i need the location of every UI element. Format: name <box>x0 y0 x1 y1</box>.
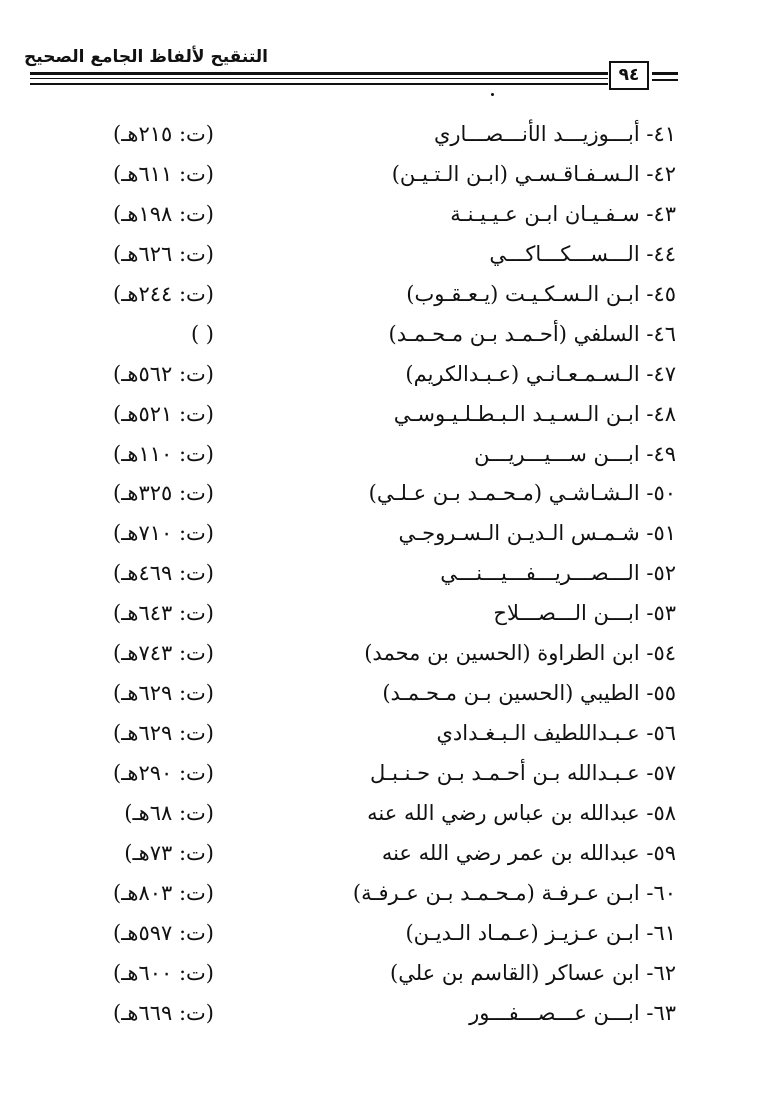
book-title: التنقيح لألفاظ الجامع الصحيح <box>24 47 268 67</box>
list-item <box>0 396 760 436</box>
list-item <box>0 755 760 795</box>
list-item <box>0 715 760 755</box>
entry-death-date: (ت: ٢١٥هـ) <box>113 122 214 146</box>
list-item <box>0 436 760 476</box>
entry-name: ٥٧- عـبـدالله بـن أحـمـد بـن حـنـبـل <box>370 761 676 785</box>
entry-name: ٥١- شـمـس الـديـن الـسـروجـي <box>398 521 676 546</box>
entry-death-date: (ت: ٧٣هـ) <box>124 840 214 865</box>
list-item <box>0 835 760 875</box>
entry-death-date: (ت: ٢٩٠هـ) <box>113 761 214 785</box>
entry-name: ٥٦- عـبـداللطيف الـبـغـدادي <box>436 721 676 746</box>
list-item <box>0 635 760 675</box>
entry-death-date: (ت: ٨٠٣هـ) <box>113 880 214 905</box>
entry-name: ٥٢- الـــصـــريـــفـــيـــنـــي <box>440 561 676 586</box>
list-item <box>0 236 760 276</box>
header-rule <box>652 79 678 81</box>
entry-death-date: (ت: ٦٦٩هـ) <box>113 1000 214 1025</box>
entry-death-date: (ت: ٥٩٧هـ) <box>113 920 214 945</box>
list-item <box>0 555 760 595</box>
list-item <box>0 156 760 196</box>
entry-death-date: (ت: ٥٦٢هـ) <box>113 361 214 386</box>
list-item <box>0 515 760 555</box>
entry-death-date: (ت: ٦٢٩هـ) <box>113 721 214 746</box>
entry-list <box>0 116 760 1035</box>
list-item <box>0 915 760 955</box>
entry-name: ٤٦- السلفي (أحـمـد بـن مـحـمـد) <box>388 321 676 346</box>
entry-name: ٦٠- ابـن عـرفـة (مـحـمـد بـن عـرفـة) <box>352 880 676 905</box>
list-item <box>0 116 760 156</box>
list-item <box>0 316 760 356</box>
entry-name: ٤٤- الـــســـكـــاكـــي <box>489 241 676 266</box>
entry-name: ٥٥- الطيبي (الحسين بـن مـحـمـد) <box>382 681 676 706</box>
list-item <box>0 595 760 635</box>
entry-death-date: (ت: ٦١١هـ) <box>113 161 214 186</box>
entry-name: ٦٣- ابـــن عـــصـــفـــور <box>469 1000 676 1025</box>
entry-death-date: (ت: ٦٢٦هـ) <box>113 241 214 266</box>
page-number: ٩٤ <box>609 61 649 90</box>
entry-death-date: (ت: ٦٢٩هـ) <box>113 681 214 706</box>
header-rule <box>652 72 678 75</box>
entry-name: ٥٩- عبدالله بن عمر رضي الله عنه <box>381 840 676 865</box>
list-item <box>0 356 760 396</box>
entry-name: ٥٠- الـشـاشـي (مـحـمـد بـن عـلـي) <box>368 481 676 506</box>
list-item <box>0 276 760 316</box>
entry-death-date: (ت: ٥٢١هـ) <box>113 401 214 426</box>
entry-name: ٥٨- عبدالله بن عباس رضي الله عنه <box>367 800 676 825</box>
entry-name: ٤٧- الـسـمـعـانـي (عـبـدالكريم) <box>405 361 676 386</box>
header-rule <box>30 83 608 85</box>
list-item <box>0 875 760 915</box>
entry-death-date: (ت: ٦٨هـ) <box>124 800 214 825</box>
entry-name: ٤٥- ابـن الـسـكـيـت (يـعـقـوب) <box>406 281 676 306</box>
entry-name: ٦٢- ابن عساكر (القاسم بن علي) <box>390 960 676 985</box>
entry-death-date: (ت: ٣٢٥هـ) <box>113 481 214 506</box>
list-item <box>0 475 760 515</box>
entry-name: ٥٤- ابن الطراوة (الحسين بن محمد) <box>364 641 676 666</box>
list-item <box>0 955 760 995</box>
entry-death-date: (ت: ٧٤٣هـ) <box>113 641 214 666</box>
entry-death-date: (ت: ٦٤٣هـ) <box>113 601 214 626</box>
entry-death-date: (ت: ٢٤٤هـ) <box>113 281 214 306</box>
list-item <box>0 795 760 835</box>
entry-name: ٦١- ابـن عـزيـز (عـمـاد الـديـن) <box>405 920 676 945</box>
header-rule <box>30 72 608 75</box>
list-item <box>0 995 760 1035</box>
entry-name: ٤٨- ابـن الـسـيـد الـبـطـلـيـوسـي <box>393 401 676 426</box>
page-header <box>0 0 760 110</box>
list-item <box>0 675 760 715</box>
entry-name: ٤٩- ابـــن ســـيـــريـــن <box>474 441 676 466</box>
header-dot <box>491 93 494 96</box>
entry-name: ٤٢- الـسـفـاقـسـي (ابـن الـتـيـن) <box>391 161 676 186</box>
entry-name: ٥٣- ابـــن الـــصـــلاح <box>493 601 676 626</box>
entry-death-date: (ت: ٧١٠هـ) <box>113 521 214 546</box>
entry-death-date: (ت: ٤٦٩هـ) <box>113 561 214 586</box>
entry-death-date: (ت: ٦٠٠هـ) <box>113 960 214 985</box>
entry-death-date: ( ) <box>190 321 214 346</box>
entry-name: ٤١- أبـــوزيـــد الأنـــصـــاري <box>433 122 676 146</box>
entry-death-date: (ت: ١٩٨هـ) <box>113 201 214 226</box>
entry-name: ٤٣- سـفـيـان ابـن عـيـيـنـة <box>450 201 676 226</box>
header-rule <box>30 78 608 79</box>
entry-death-date: (ت: ١١٠هـ) <box>113 441 214 466</box>
list-item <box>0 196 760 236</box>
